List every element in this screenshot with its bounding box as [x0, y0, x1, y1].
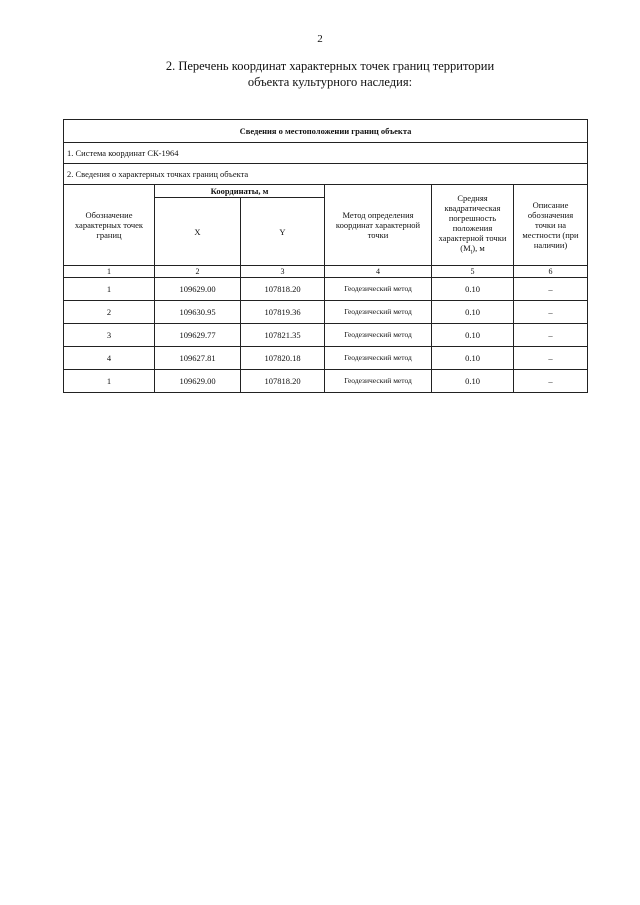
- table-row: [64, 347, 588, 370]
- x-cell: 109629.00: [155, 370, 241, 393]
- point-cell: 3: [64, 324, 155, 347]
- y-cell: 107821.35: [241, 324, 325, 347]
- accuracy-cell: 0.10: [432, 370, 514, 393]
- column-number: 2: [155, 266, 241, 278]
- header-method: Метод определения координат характерной точки: [325, 185, 432, 266]
- heading-line-2: объекта культурного наследия:: [247, 75, 413, 89]
- column-number: 5: [432, 266, 514, 278]
- header-x: X: [155, 198, 241, 266]
- accuracy-cell: 0.10: [432, 278, 514, 301]
- method-cell: Геодезический метод: [325, 370, 432, 393]
- y-cell: 107820.18: [241, 347, 325, 370]
- method-cell: Геодезический метод: [325, 347, 432, 370]
- description-cell: –: [514, 301, 588, 324]
- table-row: [64, 370, 588, 393]
- header-coordinates: Координаты, м: [155, 185, 325, 198]
- y-cell: 107818.20: [241, 370, 325, 393]
- header-accuracy: Средняя квадратическая погрешность положения характерной точки $(M_t)$, м: [432, 185, 514, 266]
- page-number: 2: [317, 33, 323, 45]
- accuracy-cell: 0.10: [432, 324, 514, 347]
- column-number: 6: [514, 266, 588, 278]
- method-cell: Геодезический метод: [325, 278, 432, 301]
- document-heading: [100, 58, 560, 90]
- x-cell: 109629.77: [155, 324, 241, 347]
- description-cell: –: [514, 370, 588, 393]
- x-cell: 109630.95: [155, 301, 241, 324]
- point-cell: 1: [64, 370, 155, 393]
- table-row: [64, 301, 588, 324]
- coord-system-row: 1. Система координат СК-1964: [64, 143, 588, 164]
- accuracy-cell: 0.10: [432, 301, 514, 324]
- header-y: Y: [241, 198, 325, 266]
- method-cell: Геодезический метод: [325, 301, 432, 324]
- heading-line-1: 2. Перечень координат характерных точек границ территории: [165, 59, 495, 73]
- column-number: 4: [325, 266, 432, 278]
- y-cell: 107818.20: [241, 278, 325, 301]
- x-cell: 109629.00: [155, 278, 241, 301]
- table-row: [64, 278, 588, 301]
- points-section-row: 2. Сведения о характерных точках границ объекта: [64, 164, 588, 185]
- method-cell: Геодезический метод: [325, 324, 432, 347]
- x-cell: 109627.81: [155, 347, 241, 370]
- description-cell: –: [514, 324, 588, 347]
- column-number: 1: [64, 266, 155, 278]
- description-cell: –: [514, 347, 588, 370]
- column-number: 3: [241, 266, 325, 278]
- coordinates-table: [63, 119, 588, 393]
- table-row: [64, 324, 588, 347]
- point-cell: 2: [64, 301, 155, 324]
- point-cell: 4: [64, 347, 155, 370]
- header-description: Описание обозначения точки на местности (при наличии): [514, 185, 588, 266]
- point-cell: 1: [64, 278, 155, 301]
- table-title: Сведения о местоположении границ объекта: [64, 120, 588, 143]
- y-cell: 107819.36: [241, 301, 325, 324]
- description-cell: –: [514, 278, 588, 301]
- header-designation: Обозначение характерных точек границ: [64, 185, 155, 266]
- accuracy-cell: 0.10: [432, 347, 514, 370]
